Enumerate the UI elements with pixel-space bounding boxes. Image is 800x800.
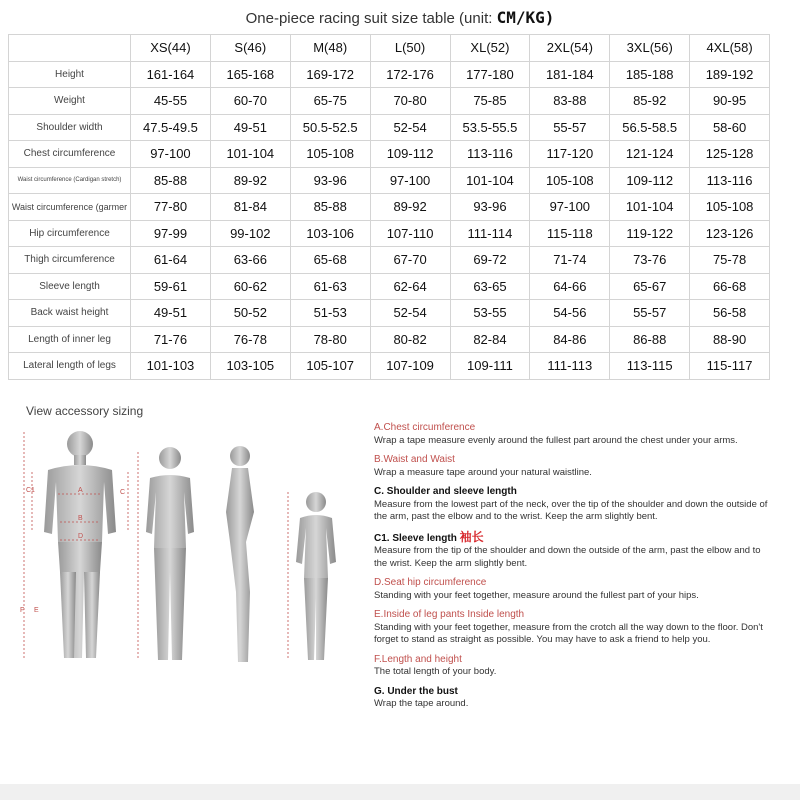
table-cell: 67-70	[370, 247, 450, 274]
table-cell: 97-100	[370, 167, 450, 194]
size-header-row	[9, 35, 770, 62]
table-cell: 101-104	[610, 194, 690, 221]
figure-label-c1: C1	[26, 487, 35, 494]
guide-heading-text: A.Chest circumference	[374, 422, 476, 433]
table-cell: 81-84	[210, 194, 290, 221]
table-cell: 63-65	[450, 273, 530, 300]
table-cell: 86-88	[610, 326, 690, 353]
guide-description: Measure from the tip of the shoulder and down the outside of the arm, past the elbow and to the wrist. Keep the arm slightly bent.	[374, 545, 761, 569]
footer-bar	[0, 784, 800, 800]
male-figure	[44, 431, 116, 658]
table-cell: 78-80	[290, 326, 370, 353]
guide-heading-text: C1. Sleeve length	[374, 532, 457, 544]
guide-heading	[374, 422, 774, 435]
figure-label-e: E	[34, 607, 39, 614]
row-label: Length of inner leg	[9, 326, 131, 353]
table-row	[9, 88, 770, 115]
table-cell: 113-116	[450, 141, 530, 168]
table-cell: 82-84	[450, 326, 530, 353]
table-cell: 169-172	[290, 61, 370, 88]
guide-item	[374, 609, 774, 647]
row-label: Height	[9, 61, 131, 88]
guide-heading	[374, 609, 774, 622]
table-cell: 50.5-52.5	[290, 114, 370, 141]
table-cell: 161-164	[131, 61, 211, 88]
table-cell: 55-57	[530, 114, 610, 141]
unit-label: CM/KG	[496, 8, 545, 27]
corner-cell	[9, 35, 131, 62]
table-row	[9, 220, 770, 247]
guide-description: Standing with your feet together, measure around the fullest part of your hips.	[374, 589, 699, 601]
row-label: Back waist height	[9, 300, 131, 327]
table-cell: 85-92	[610, 88, 690, 115]
table-cell: 121-124	[610, 141, 690, 168]
table-cell: 52-54	[370, 300, 450, 327]
table-cell: 56.5-58.5	[610, 114, 690, 141]
guide-description: Measure from the lowest part of the neck, over the tip of the shoulder and down the outside of the arm, past the elbow and to the wrist. Keep the arm slightly bent.	[374, 498, 768, 522]
female-figure	[146, 447, 194, 660]
table-cell: 105-108	[690, 194, 770, 221]
table-cell: 49-51	[210, 114, 290, 141]
size-header: 2XL(54)	[530, 35, 610, 62]
table-cell: 53.5-55.5	[450, 114, 530, 141]
figure-label-d: D	[78, 533, 84, 540]
size-header: XS(44)	[131, 35, 211, 62]
table-cell: 115-117	[690, 353, 770, 380]
table-cell: 93-96	[450, 194, 530, 221]
table-cell: 56-58	[690, 300, 770, 327]
table-cell: 103-105	[210, 353, 290, 380]
guide-heading	[374, 486, 774, 499]
table-cell: 83-88	[530, 88, 610, 115]
guide-heading-text: B.Waist and Waist	[374, 454, 455, 465]
figure-label-f: F	[20, 607, 25, 614]
table-row	[9, 273, 770, 300]
guide-heading-zh: 袖长	[459, 529, 484, 544]
table-row	[9, 167, 770, 194]
guide-heading	[374, 654, 774, 667]
size-header: 4XL(58)	[690, 35, 770, 62]
guide-item	[374, 422, 774, 447]
guide-description: Wrap the tape around.	[374, 698, 469, 709]
guide-description: Standing with your feet together, measure from the crotch all the way down to the floor. Don't forget to stand as straight as possible. You may have to ask a friend to help you.	[374, 621, 763, 645]
table-cell: 84-86	[530, 326, 610, 353]
table-row	[9, 300, 770, 327]
table-cell: 113-116	[690, 167, 770, 194]
table-cell: 119-122	[610, 220, 690, 247]
table-cell: 55-57	[610, 300, 690, 327]
figure-label-a: A	[78, 487, 83, 494]
table-cell: 105-108	[290, 141, 370, 168]
table-cell: 64-66	[530, 273, 610, 300]
table-cell: 63-66	[210, 247, 290, 274]
table-cell: 65-75	[290, 88, 370, 115]
table-cell: 125-128	[690, 141, 770, 168]
table-row	[9, 353, 770, 380]
table-row	[9, 61, 770, 88]
table-cell: 85-88	[131, 167, 211, 194]
table-cell: 47.5-49.5	[131, 114, 211, 141]
guide-heading-text: G. Under the bust	[374, 685, 458, 697]
guide-item	[374, 454, 774, 479]
table-row	[9, 194, 770, 221]
size-header: S(46)	[210, 35, 290, 62]
table-cell: 77-80	[131, 194, 211, 221]
table-cell: 111-114	[450, 220, 530, 247]
table-cell: 60-62	[210, 273, 290, 300]
table-cell: 109-112	[370, 141, 450, 168]
table-cell: 66-68	[690, 273, 770, 300]
guide-heading-text: E.Inside of leg pants Inside length	[374, 609, 525, 620]
guide-item	[374, 577, 774, 602]
table-cell: 117-120	[530, 141, 610, 168]
size-header: XL(52)	[450, 35, 530, 62]
row-label: Sleeve length	[9, 273, 131, 300]
table-cell: 185-188	[610, 61, 690, 88]
table-cell: 107-110	[370, 220, 450, 247]
table-row	[9, 141, 770, 168]
size-table-body	[9, 61, 770, 379]
row-label: Lateral length of legs	[9, 353, 131, 380]
table-cell: 49-51	[131, 300, 211, 327]
table-cell: 115-118	[530, 220, 610, 247]
row-label: Thigh circumference	[9, 247, 131, 274]
table-cell: 58-60	[690, 114, 770, 141]
row-label: Hip circumference	[9, 220, 131, 247]
table-cell: 97-100	[131, 141, 211, 168]
table-row	[9, 247, 770, 274]
table-cell: 76-78	[210, 326, 290, 353]
table-cell: 123-126	[690, 220, 770, 247]
table-cell: 181-184	[530, 61, 610, 88]
table-cell: 101-104	[450, 167, 530, 194]
table-cell: 51-53	[290, 300, 370, 327]
table-cell: 85-88	[290, 194, 370, 221]
table-cell: 88-90	[690, 326, 770, 353]
row-label: Waist circumference (Cardigan stretch)	[9, 167, 131, 194]
size-table	[8, 34, 770, 380]
guide-item	[374, 654, 774, 679]
size-header: 3XL(56)	[610, 35, 690, 62]
row-label: Shoulder width	[9, 114, 131, 141]
table-cell: 75-85	[450, 88, 530, 115]
figure-label-b: B	[78, 515, 83, 522]
guide-heading	[374, 454, 774, 467]
figure-label-c: C	[120, 489, 126, 496]
table-cell: 71-74	[530, 247, 610, 274]
table-cell: 54-56	[530, 300, 610, 327]
guide-heading	[374, 686, 774, 699]
table-cell: 89-92	[210, 167, 290, 194]
table-cell: 105-108	[530, 167, 610, 194]
guide-item	[374, 486, 774, 524]
measurement-guide	[374, 422, 774, 718]
table-cell: 113-115	[610, 353, 690, 380]
table-cell: 60-70	[210, 88, 290, 115]
guide-heading-text: C. Shoulder and sleeve length	[374, 486, 517, 497]
child-figure	[296, 492, 336, 660]
table-cell: 70-80	[370, 88, 450, 115]
table-cell: 93-96	[290, 167, 370, 194]
table-cell: 105-107	[290, 353, 370, 380]
table-cell: 80-82	[370, 326, 450, 353]
guide-heading-text: F.Length and height	[374, 653, 462, 665]
table-cell: 65-67	[610, 273, 690, 300]
guide-heading-text: D.Seat hip circumference	[374, 577, 487, 588]
table-cell: 53-55	[450, 300, 530, 327]
table-cell: 101-104	[210, 141, 290, 168]
table-cell: 189-192	[690, 61, 770, 88]
table-cell: 103-106	[290, 220, 370, 247]
table-cell: 52-54	[370, 114, 450, 141]
row-label: Chest circumference	[9, 141, 131, 168]
table-cell: 89-92	[370, 194, 450, 221]
table-title: One-piece racing suit size table (unit: CM/KG)	[245, 8, 555, 27]
table-cell: 107-109	[370, 353, 450, 380]
table-cell: 97-100	[530, 194, 610, 221]
table-cell: 101-103	[131, 353, 211, 380]
table-cell: 165-168	[210, 61, 290, 88]
body-figures-illustration	[18, 422, 358, 672]
section-title: View accessory sizing	[26, 404, 144, 418]
table-cell: 90-95	[690, 88, 770, 115]
table-cell: 71-76	[131, 326, 211, 353]
table-cell: 61-64	[131, 247, 211, 274]
table-cell: 177-180	[450, 61, 530, 88]
row-label: Weight	[9, 88, 131, 115]
table-cell: 50-52	[210, 300, 290, 327]
guide-heading	[374, 531, 774, 546]
side-figure	[226, 446, 254, 662]
table-cell: 59-61	[131, 273, 211, 300]
table-cell: 172-176	[370, 61, 450, 88]
table-cell: 73-76	[610, 247, 690, 274]
table-cell: 97-99	[131, 220, 211, 247]
table-cell: 45-55	[131, 88, 211, 115]
guide-description: Wrap a tape measure evenly around the fullest part around the chest under your arms.	[374, 434, 738, 446]
table-cell: 109-112	[610, 167, 690, 194]
guide-heading	[374, 577, 774, 590]
table-cell: 99-102	[210, 220, 290, 247]
table-row	[9, 114, 770, 141]
table-row	[9, 326, 770, 353]
guide-item	[374, 686, 774, 711]
table-cell: 65-68	[290, 247, 370, 274]
guide-description: The total length of your body.	[374, 666, 497, 677]
table-cell: 61-63	[290, 273, 370, 300]
table-cell: 69-72	[450, 247, 530, 274]
row-label: Waist circumference (garmer	[9, 194, 131, 221]
size-header: M(48)	[290, 35, 370, 62]
table-cell: 111-113	[530, 353, 610, 380]
table-cell: 75-78	[690, 247, 770, 274]
guide-description: Wrap a measure tape around your natural waistline.	[374, 466, 592, 478]
table-cell: 109-111	[450, 353, 530, 380]
guide-item	[374, 531, 774, 571]
table-cell: 62-64	[370, 273, 450, 300]
size-header: L(50)	[370, 35, 450, 62]
